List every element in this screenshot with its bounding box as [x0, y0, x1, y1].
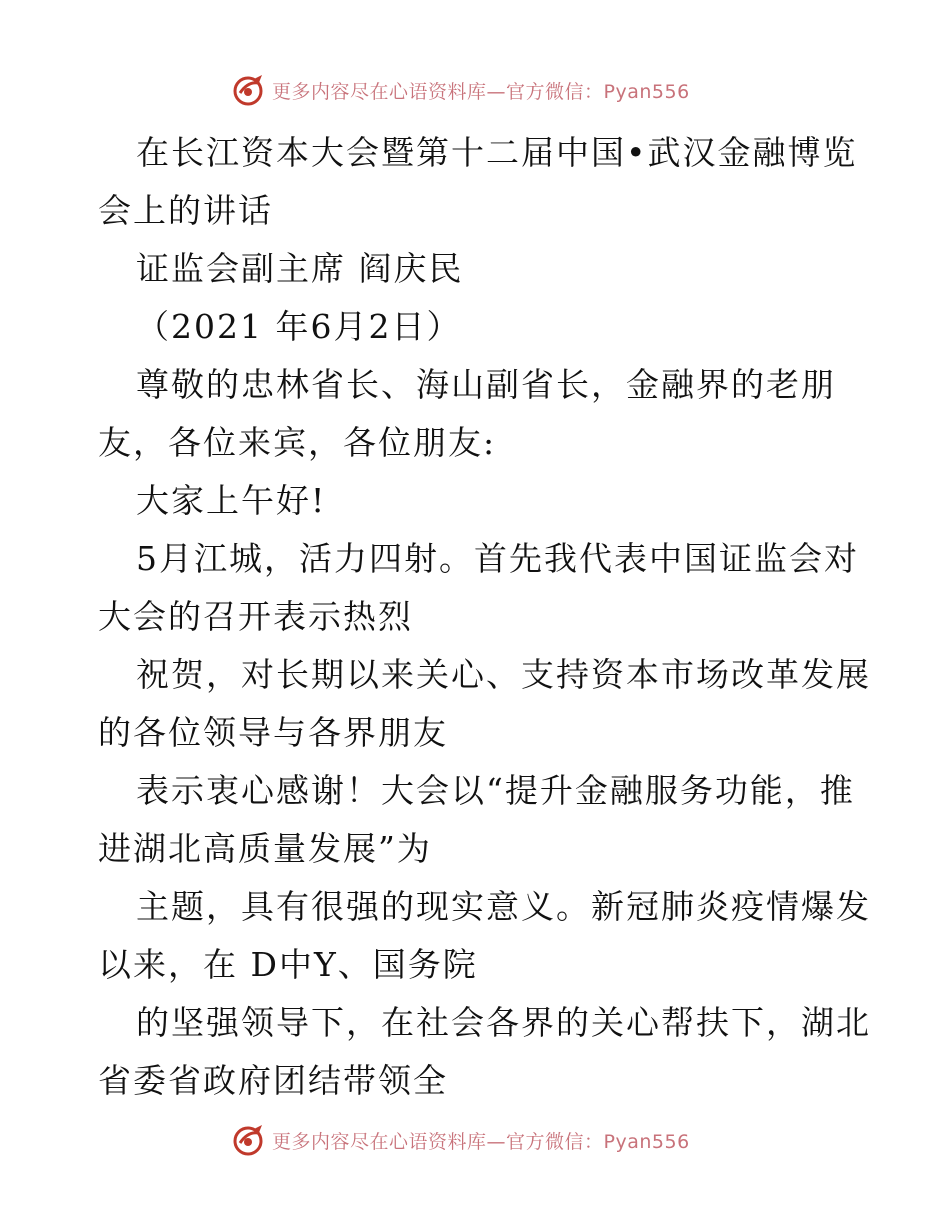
paragraph-2 [98, 646, 871, 762]
title-line-2: 会上的讲话 [98, 191, 273, 230]
paragraph-4-line-1: 主题，具有很强的现实意义。新冠肺炎疫情爆发 [136, 887, 871, 926]
document-body [98, 124, 871, 1110]
watermark-text: 更多内容尽在心语资料库—官方微信：Pyan556 [272, 1130, 690, 1153]
watermark-text: 更多内容尽在心语资料库—官方微信：Pyan556 [272, 80, 690, 103]
paragraph-3 [98, 762, 858, 878]
date-line: （2021 年6月2日） [136, 307, 462, 346]
paragraph-4-line-2: 以来，在 D中Y、国务院 [98, 945, 478, 984]
paragraph-5-line-1: 的坚强领导下，在社会各界的关心帮扶下，湖北 [136, 1003, 871, 1042]
document-title [98, 124, 858, 240]
title-line-1: 在长江资本大会暨第十二届中国•武汉金融博览 [136, 133, 858, 172]
footer-watermark [232, 1122, 690, 1158]
hello-paragraph: 大家上午好! [136, 481, 327, 520]
greeting-line-1: 尊敬的忠林省长、海山副省长，金融界的老朋 [136, 365, 836, 404]
paragraph-1 [98, 530, 858, 646]
paragraph-4 [98, 878, 871, 994]
pen-swirl-logo-icon [232, 73, 266, 107]
greeting-paragraph [98, 356, 858, 472]
header-watermark [232, 72, 690, 108]
pen-swirl-logo-icon [232, 1123, 266, 1157]
paragraph-5 [98, 994, 871, 1110]
paragraph-1-line-1: 5月江城，活力四射。首先我代表中国证监会对 [136, 539, 859, 578]
paragraph-2-line-1: 祝贺，对长期以来关心、支持资本市场改革发展 [136, 655, 871, 694]
paragraph-3-line-2: 进湖北高质量发展”为 [98, 829, 432, 868]
greeting-line-2: 友，各位来宾，各位朋友: [98, 423, 497, 462]
paragraph-5-line-2: 省委省政府团结带领全 [98, 1061, 448, 1100]
paragraph-1-line-2: 大会的召开表示热烈 [98, 597, 413, 636]
speaker-line: 证监会副主席 阎庆民 [136, 249, 464, 288]
paragraph-2-line-2: 的各位领导与各界朋友 [98, 713, 448, 752]
paragraph-3-line-1: 表示衷心感谢！大会以“提升金融服务功能，推 [136, 771, 855, 810]
